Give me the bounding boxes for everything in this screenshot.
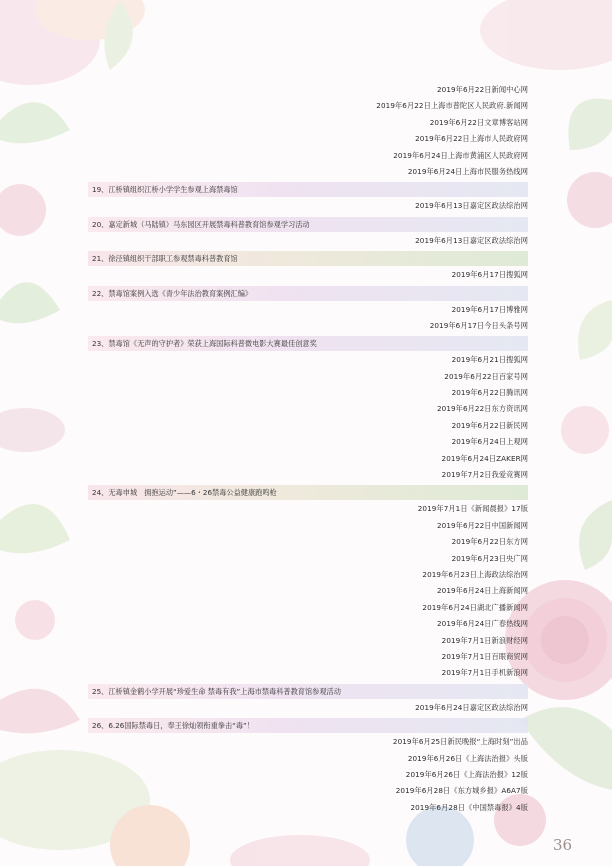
source-line: 2019年7月1日手机新浪网: [441, 668, 528, 678]
section-heading: 20、嘉定新城（马陆镇）马东园区开展禁毒科普教育馆参观学习活动: [88, 217, 528, 232]
source-line: 2019年6月22日百家号网: [444, 371, 528, 381]
source-line: 2019年6月22日中国新闻网: [436, 520, 528, 530]
source-line: 2019年6月22日腾讯网: [451, 388, 528, 398]
source-line: 2019年6月24日上观网: [451, 437, 528, 447]
source-line: 2019年7月1日《新闻晨报》17版: [417, 504, 528, 514]
source-line: 2019年7月1日百眼商贸网: [441, 651, 528, 661]
source-line: 2019年6月22日上海市普陀区人民政府.新闻网: [376, 101, 528, 111]
source-line: 2019年6月24日上海市黄浦区人民政府网: [393, 150, 528, 160]
source-line: 2019年6月26日《上海法治报》12版: [405, 769, 528, 779]
page-number: 36: [553, 836, 573, 854]
source-line: 2019年6月24日ZAKER网: [441, 453, 528, 463]
section-heading: 26、6.26国际禁毒日，奉王徐灿领衔重拳击“毒”！: [88, 718, 528, 733]
section-heading: 19、江桥镇组织江桥小学学生参观上海禁毒馆: [88, 182, 528, 197]
section-heading: 23、禁毒馆《无声的守护者》荣获上海国际科普微电影大赛最佳创意奖: [88, 336, 528, 351]
source-line: 2019年6月24日广春热线网: [436, 619, 528, 629]
source-line: 2019年6月17日搜狐网: [451, 270, 528, 280]
source-line: 2019年7月2日我爱竞赛网: [441, 470, 528, 480]
section-heading: 22、禁毒馆案例入选《青少年法治教育案例汇编》: [88, 286, 528, 301]
source-line: 2019年6月13日嘉定区政法综治网: [415, 235, 528, 245]
source-line: 2019年6月24日上海市民服务热线网: [407, 166, 528, 176]
source-line: 2019年6月17日今日头条号网: [429, 320, 528, 330]
section-heading: 24、无毒申城 拥抱运动”——6・26禁毒公益健康跑鸣枪: [88, 485, 528, 500]
source-line: 2019年6月13日嘉定区政法综治网: [415, 201, 528, 211]
section-heading: 25、江桥镇金鹤小学开展“珍爱生命 禁毒有我”上海市禁毒科普教育馆参观活动: [88, 684, 528, 699]
source-line: 2019年6月24日上海新闻网: [436, 586, 528, 596]
source-line: 2019年6月22日上海市人民政府网: [415, 134, 528, 144]
section-heading: 21、徐泾镇组织干部职工参观禁毒科普教育馆: [88, 251, 528, 266]
source-line: 2019年6月24日嘉定区政法综治网: [415, 702, 528, 712]
source-line: 2019年6月28日《东方城乡报》A6A7版: [395, 786, 528, 796]
source-line: 2019年6月24日湖北广播新闻网: [422, 602, 528, 612]
source-line: 2019年6月22日东方网: [451, 537, 528, 547]
source-line: 2019年6月22日文章博客站网: [429, 117, 528, 127]
source-line: 2019年6月26日《上海法治报》头版: [407, 753, 528, 763]
article-list: [88, 82, 528, 816]
source-line: 2019年6月23日上海政法综治网: [422, 569, 528, 579]
source-line: 2019年6月28日《中国禁毒报》4版: [410, 802, 528, 812]
source-line: 2019年6月25日新民晚报“上海时刻”出品: [392, 737, 528, 747]
source-line: 2019年6月22日东方资讯网: [436, 404, 528, 414]
source-line: 2019年6月23日央广网: [451, 553, 528, 563]
source-line: 2019年6月21日搜狐网: [451, 355, 528, 365]
source-line: 2019年7月1日新浪财经网: [441, 635, 528, 645]
source-line: 2019年6月17日博雅网: [451, 304, 528, 314]
source-line: 2019年6月22日新民网: [451, 420, 528, 430]
source-line: 2019年6月22日新闻中心网: [436, 85, 528, 94]
